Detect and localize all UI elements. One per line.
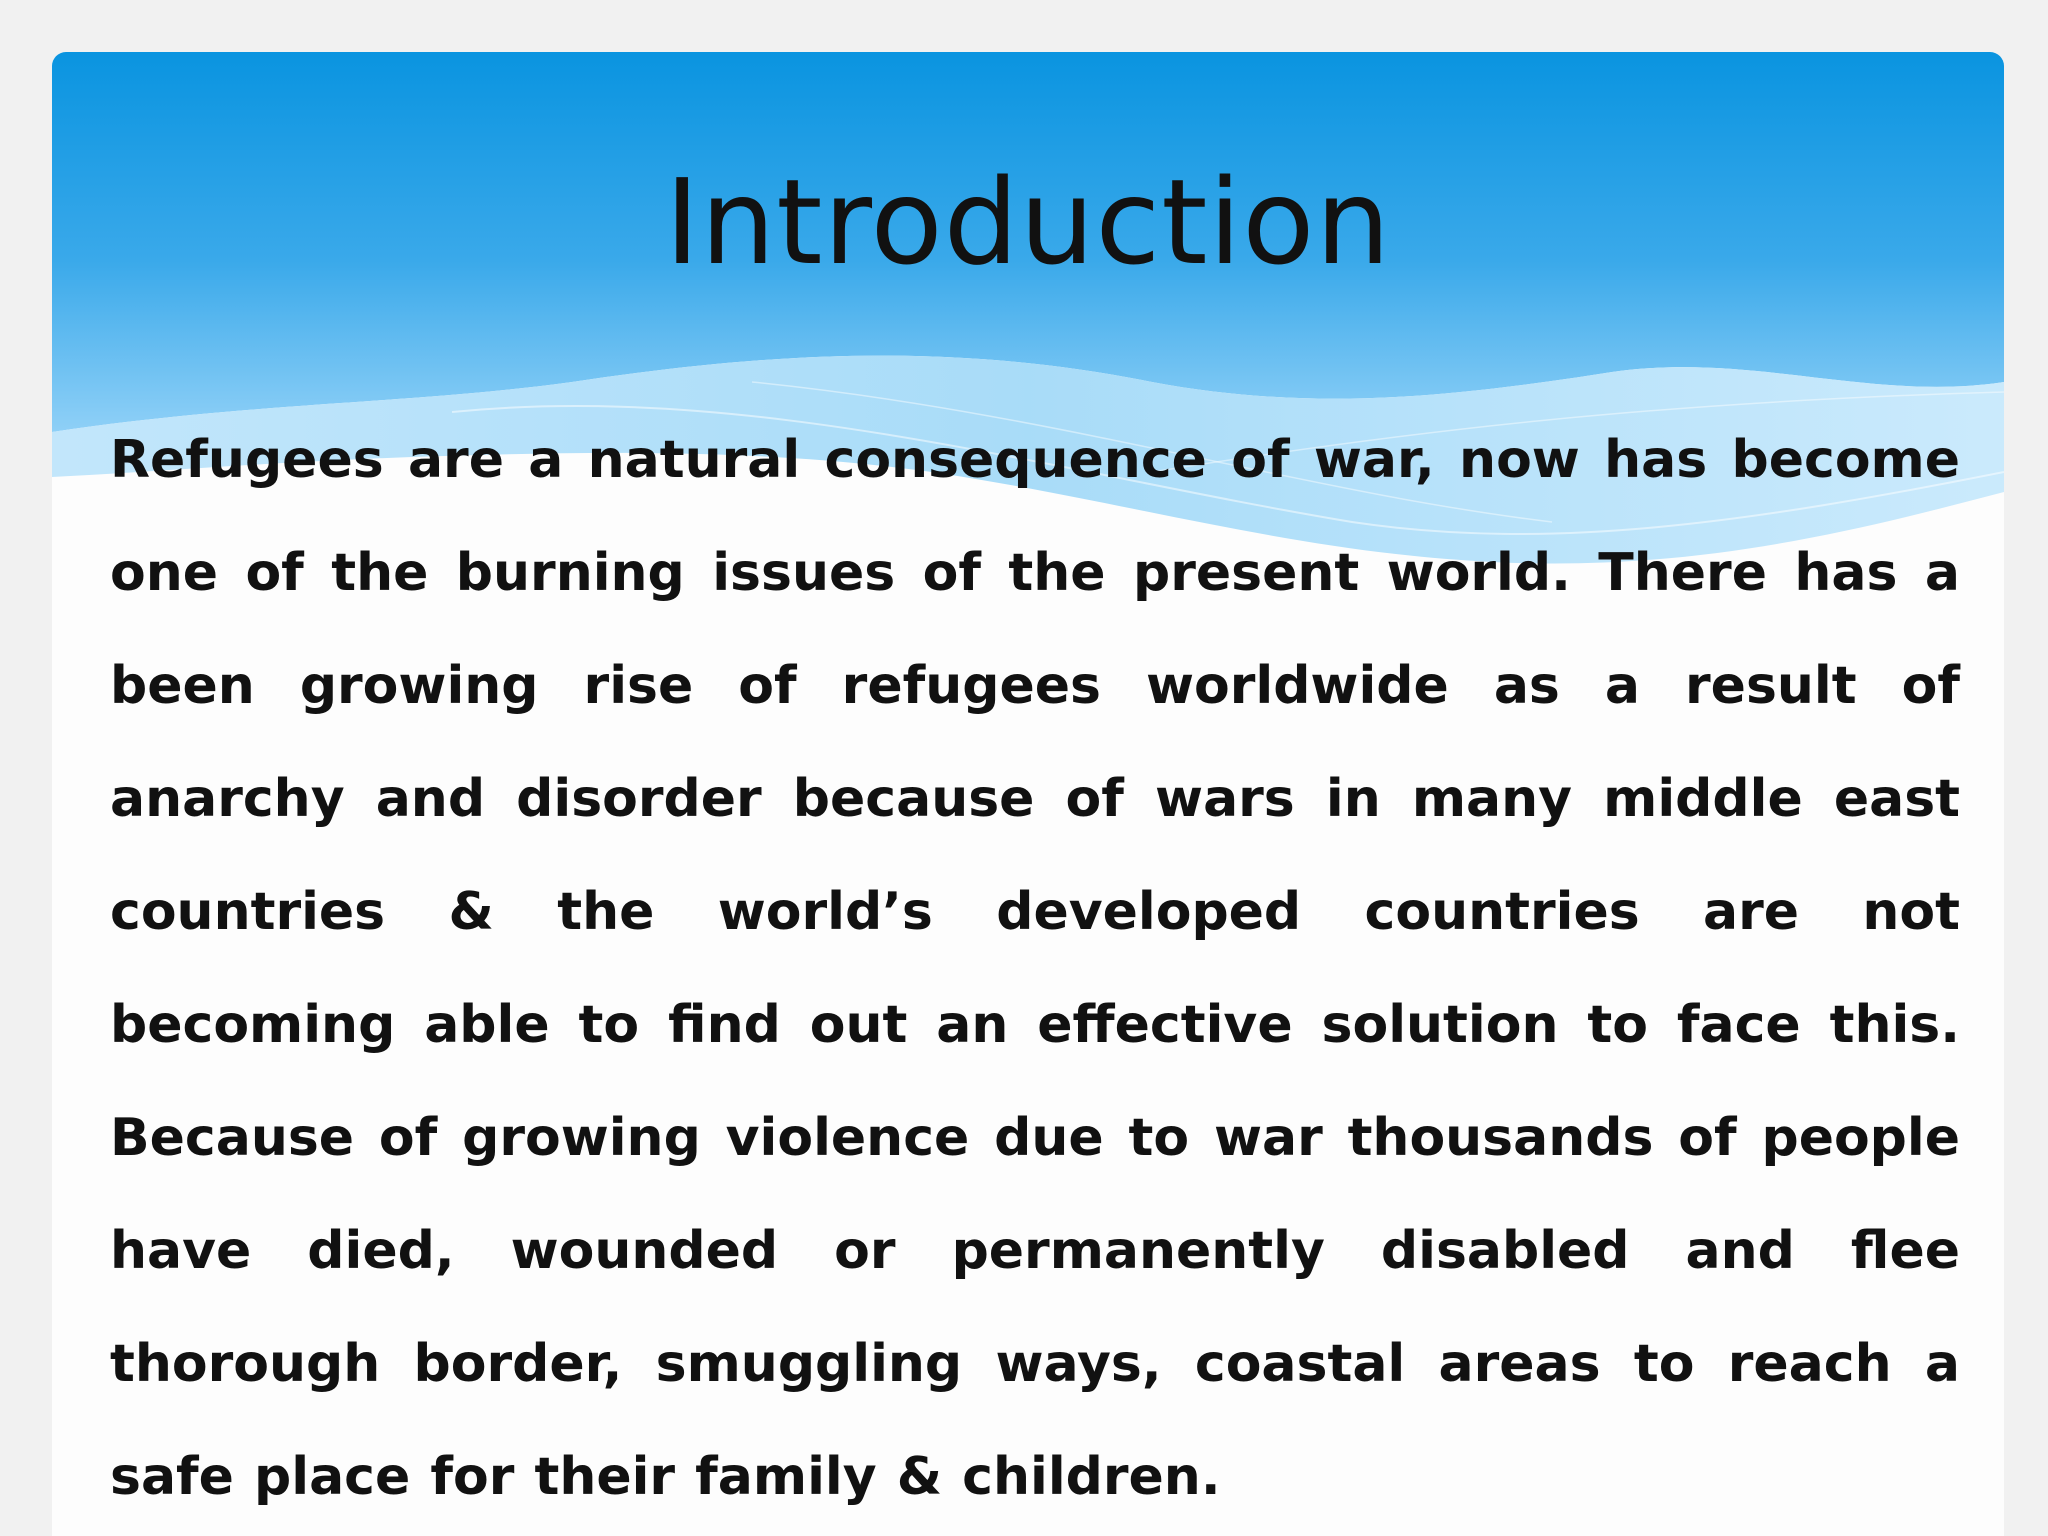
- slide-panel: [52, 52, 2004, 1536]
- slide-title: Introduction: [664, 153, 1392, 291]
- body-paragraph: Refugees are a natural consequence of war, now has become one of the burning issues of the present world. There has a been growing rise of refugees worldwide as a result of anarchy and disorder because of wars in many middle east countries & the world’s developed countries are not becoming able to find out an effective solution to face this. Because of growing violence due to war thousands of people have died, wounded or permanently disabled and flee thorough border, smuggling ways, coastal areas to reach a safe place for their family & children.: [110, 430, 1960, 1507]
